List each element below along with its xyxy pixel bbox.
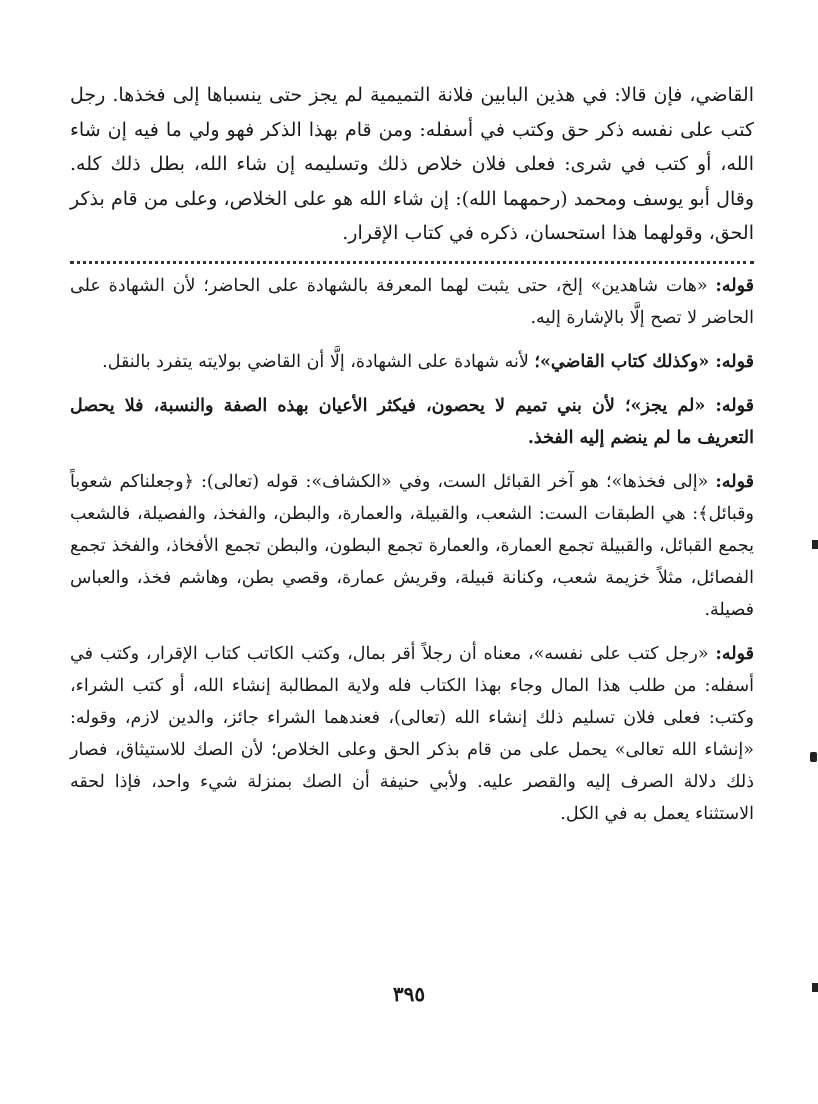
commentary-paragraph	[70, 466, 754, 626]
page-number: ٣٩٥	[392, 982, 426, 1006]
commentary-text: «رجل كتب على نفسه»، معناه أن رجلاً أقر بمال، وكتب الكاتب كتاب الإقرار، وكتب في أسفله: من طلب هذا المال وجاء بهذا الكتاب فله ولاية المطالبة إنشاء الله، أو كتب الشراء، وكتب: فعلى فلان تسليم ذلك إنشاء الله (تعالى)، فعندهما الشراء جائز، والدين لازم، وقوله: «إنشاء الله تعالى» يحمل على من قام بذكر الحق وعلى الخلاص؛ لأن الصك للاستيثاق، فصار ذلك دلالة الصرف إليه والقصر عليه. ولأبي حنيفة أن الصك بمنزلة شيء واحد، فإذا لحقه الاستثناء يعمل به في الكل.	[70, 643, 754, 824]
commentary-text: «إلى فخذها»؛ هو آخر القبائل الست، وفي «الكشاف»: قوله (تعالى): ﴿وجعلناكم شعوباً وقبائل﴾: هي الطبقات الست: الشعب، والقبيلة، والعمارة، والبطن، والفخذ، والفصيلة، فالشعب يجمع القبائل، والقبيلة تجمع العمارة، والعمارة تجمع البطون، والبطن تجمع الأفخاذ، والفخذ تجمع الفصائل، مثلاً خزيمة شعب، وكنانة قبيلة، وقريش عمارة، وقصي بطن، وهاشم فخذ، والعباس فصيلة.	[70, 471, 754, 620]
margin-mark	[810, 752, 817, 762]
dotted-divider	[70, 261, 754, 264]
commentary-paragraph	[70, 270, 754, 334]
margin-mark	[812, 983, 818, 992]
commentary-lead: قوله: «لم يجز»؛ لأن بني تميم لا يحصون، فيكثر الأعيان بهذه الصفة والنسبة، فلا يحصل التعريف ما لم ينضم إليه الفخذ.	[70, 395, 754, 448]
main-text	[70, 78, 754, 251]
margin-mark	[812, 540, 818, 549]
page-body	[70, 78, 754, 842]
commentary-text: لأنه شهادة على الشهادة، إلَّا أن القاضي بولايته يتفرد بالنقل.	[102, 351, 535, 372]
commentary-section	[70, 270, 754, 830]
commentary-lead: قوله:	[715, 471, 754, 492]
commentary-lead: قوله:	[715, 643, 754, 664]
commentary-paragraph	[70, 390, 754, 454]
commentary-lead: قوله:	[715, 275, 754, 296]
commentary-lead: قوله: «وكذلك كتاب القاضي»؛	[534, 351, 754, 372]
commentary-paragraph	[70, 638, 754, 830]
commentary-paragraph	[70, 346, 754, 378]
main-paragraph: القاضي، فإن قالا: في هذين البابين فلانة التميمية لم يجز حتى ينسباها إلى فخذها. رجل كتب على نفسه ذكر حق وكتب في أسفله: ومن قام بهذا الذكر فهو ولي ما فيه إن شاء الله، أو كتب في شرى: فعلى فلان خلاص ذلك وتسليمه إن شاء الله، بطل ذلك كله. وقال أبو يوسف ومحمد (رحمهما الله): إن شاء الله هو على الخلاص، وعلى من قام بذكر الحق، وقولهما هذا استحسان، ذكره في كتاب الإقرار.	[70, 84, 754, 244]
commentary-text: «هات شاهدين» إلخ، حتى يثبت لهما المعرفة بالشهادة على الحاضر؛ لأن الشهادة على الحاضر لا تصح إلَّا بالإشارة إليه.	[70, 275, 754, 328]
